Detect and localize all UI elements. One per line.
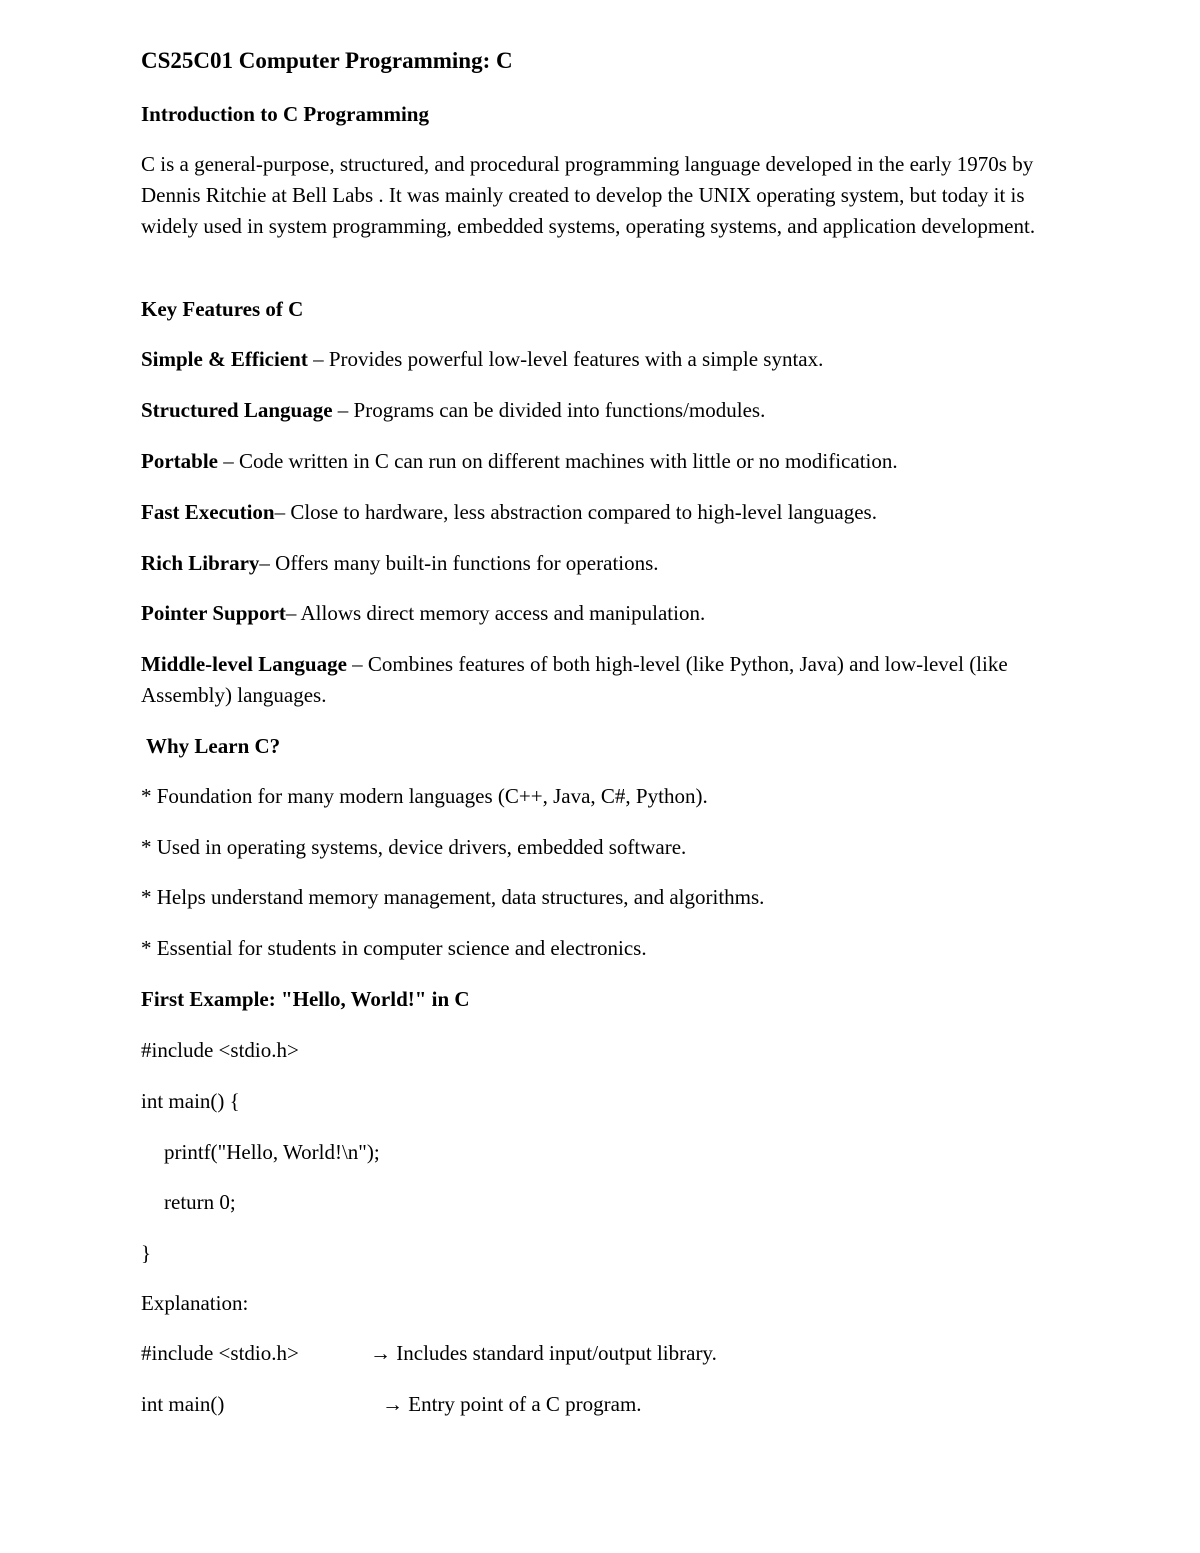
explanation-code: int main() <box>141 1392 225 1416</box>
code-line: #include <stdio.h> <box>141 1038 299 1062</box>
explanation-desc: → Entry point of a C program. <box>382 1392 642 1416</box>
feature-term: Simple & Efficient <box>141 347 308 371</box>
code-line: int main() { <box>141 1089 240 1113</box>
feature-term: Pointer Support <box>141 601 286 625</box>
feature-separator: – <box>217 449 239 473</box>
feature-desc: Provides powerful low-level features with a simple syntax. <box>328 347 824 371</box>
feature-term: Structured Language <box>141 398 333 422</box>
code-line: printf("Hello, World!\n"); <box>164 1140 380 1164</box>
feature-term: Rich Library <box>141 551 260 575</box>
code-line: return 0; <box>164 1190 236 1214</box>
feature-separator: – <box>274 500 291 524</box>
feature-item <box>141 548 659 578</box>
explanation-desc: → Includes standard input/output library. <box>370 1341 717 1365</box>
feature-desc: Close to hardware, less abstraction compared to high-level languages. <box>290 500 877 524</box>
feature-item <box>141 649 1076 711</box>
explanation-row <box>141 1338 717 1368</box>
feature-separator: – <box>259 551 276 575</box>
why-item: * Foundation for many modern languages (C++, Java, C#, Python). <box>141 784 708 808</box>
feature-desc: Combines features of both high-level (like Python, Java) and low-level (like Assembly) languages. <box>141 652 1008 707</box>
feature-item <box>141 497 877 527</box>
why-heading: Why Learn C? <box>146 734 281 758</box>
code-line: } <box>141 1241 152 1265</box>
feature-item <box>141 598 705 628</box>
explanation-label: Explanation: <box>141 1291 249 1315</box>
feature-desc: Allows direct memory access and manipulation. <box>300 601 706 625</box>
document-title: CS25C01 Computer Programming: C <box>141 48 513 73</box>
explanation-code: #include <stdio.h> <box>141 1341 299 1365</box>
feature-item <box>141 395 765 425</box>
features-heading: Key Features of C <box>141 297 304 321</box>
feature-desc: Programs can be divided into functions/modules. <box>353 398 766 422</box>
feature-separator: – <box>307 347 329 371</box>
feature-item <box>141 344 823 374</box>
why-item: * Essential for students in computer science and electronics. <box>141 936 647 960</box>
explanation-row <box>141 1389 642 1419</box>
feature-separator: – <box>346 652 368 676</box>
feature-term: Fast Execution <box>141 500 275 524</box>
feature-separator: – <box>332 398 354 422</box>
feature-desc: Offers many built-in functions for operations. <box>275 551 659 575</box>
feature-term: Middle-level Language <box>141 652 347 676</box>
feature-separator: – <box>285 601 301 625</box>
intro-paragraph: C is a general-purpose, structured, and procedural programming language developed in the early 1970s by Dennis Ritchie at Bell Labs . It was mainly created to develop the UNIX operating system, but today it is widely used in system programming, embedded systems, operating systems, and application development. <box>141 152 1036 238</box>
why-item: * Helps understand memory management, data structures, and algorithms. <box>141 885 765 909</box>
why-item: * Used in operating systems, device drivers, embedded software. <box>141 835 687 859</box>
example-heading: First Example: "Hello, World!" in C <box>141 987 470 1011</box>
intro-heading: Introduction to C Programming <box>141 102 429 126</box>
feature-item <box>141 446 898 476</box>
feature-desc: Code written in C can run on different machines with little or no modification. <box>238 449 898 473</box>
feature-term: Portable <box>141 449 218 473</box>
